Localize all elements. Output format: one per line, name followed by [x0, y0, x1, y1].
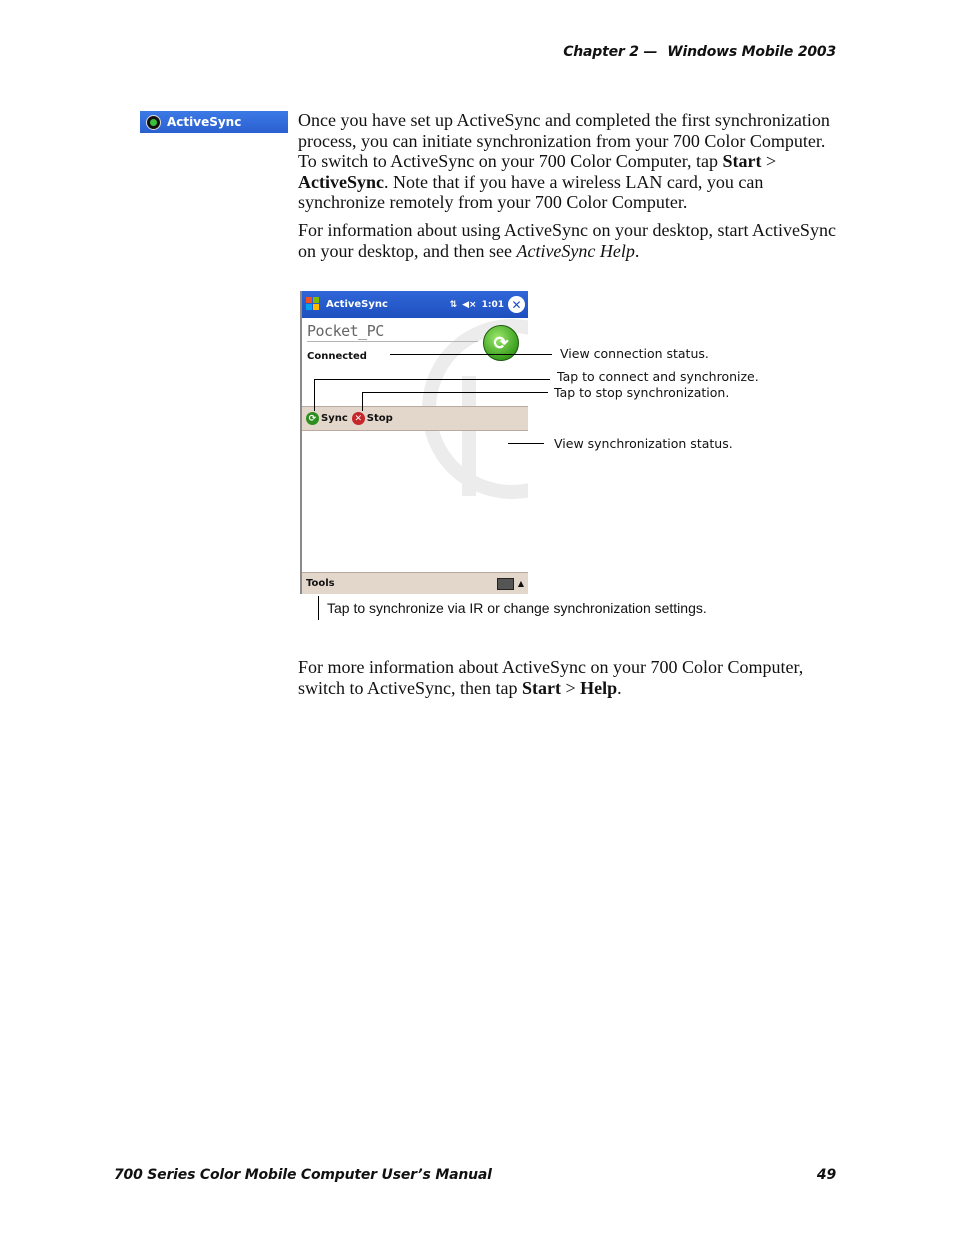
callout-connect-sync: Tap to connect and synchronize.: [557, 369, 759, 384]
callout-line-sync: [314, 379, 550, 380]
text: >: [560, 677, 581, 698]
clock[interactable]: 1:01: [481, 299, 504, 310]
stop-button[interactable]: [352, 412, 393, 425]
divider: [307, 341, 478, 342]
title-bar: [302, 291, 528, 318]
activesync-screenshot: [300, 291, 528, 594]
badge-label: ActiveSync: [167, 115, 242, 129]
activesync-icon: [146, 115, 161, 130]
page-header: [563, 44, 836, 60]
chapter-title: Windows Mobile 2003: [667, 44, 836, 60]
app-title: ActiveSync: [326, 299, 388, 310]
sync-label: Sync: [321, 413, 348, 424]
sync-icon: ⟳: [306, 412, 319, 425]
menu-bar: [302, 572, 528, 594]
callout-line-tools: [318, 596, 319, 620]
connectivity-icon[interactable]: ⇅: [449, 299, 458, 310]
intro-paragraph: [298, 110, 843, 213]
desktop-paragraph: [298, 220, 843, 261]
sync-status-icon: ⟳: [483, 325, 519, 361]
callout-line-sync-vert: [314, 379, 315, 411]
page-number: 49: [816, 1167, 836, 1183]
callout-stop-sync: Tap to stop synchronization.: [554, 385, 730, 400]
bold-start: Start: [521, 677, 561, 698]
chapter-label: Chapter 2 —: [563, 44, 658, 60]
input-panel[interactable]: [497, 578, 524, 590]
bold-help: Help: [580, 677, 618, 698]
bold-activesync: ActiveSync: [298, 171, 384, 192]
callout-line-stop-vert: [362, 392, 363, 411]
volume-icon[interactable]: ◀×: [462, 299, 477, 310]
text: >: [761, 151, 777, 171]
text: For information about using ActiveSync on your desktop, start ActiveSync on your desktop, and then see: [298, 220, 836, 261]
help-paragraph: [298, 657, 843, 698]
text: .: [617, 677, 622, 698]
text: For more information about ActiveSync on your 700 Color Computer, switch to ActiveSync, then tap: [298, 657, 804, 698]
callout-sync-status: View synchronization status.: [554, 436, 733, 451]
callout-line-stop: [362, 392, 548, 393]
callout-line-status: [508, 443, 544, 444]
sync-button[interactable]: [306, 412, 348, 425]
status-area: [450, 300, 504, 310]
tools-menu[interactable]: Tools: [306, 578, 335, 589]
start-flag-icon[interactable]: [306, 297, 321, 312]
device-name: Pocket_PC: [307, 322, 384, 340]
close-icon[interactable]: ✕: [508, 296, 525, 313]
stop-label: Stop: [366, 413, 393, 424]
text: Once you have set up ActiveSync and completed the first synchronization process, you can initiate synchronization from your 700 Color Computer. To switch to ActiveSync on your 700 Color Computer, tap: [298, 110, 830, 171]
manual-title: 700 Series Color Mobile Computer User’s Manual: [114, 1167, 492, 1183]
caret-up-icon[interactable]: ▲: [517, 579, 524, 588]
watermark-arrow: [462, 376, 476, 496]
italic-help-ref: ActiveSync Help: [516, 240, 635, 261]
keyboard-icon[interactable]: [497, 578, 514, 590]
sync-toolbar: [302, 406, 528, 431]
bold-start: Start: [722, 151, 762, 171]
callout-tools: Tap to synchronize via IR or change synchronization settings.: [327, 600, 707, 616]
callout-line-connection: [390, 354, 552, 355]
connection-status: Connected: [307, 351, 367, 362]
page-footer: [114, 1167, 836, 1183]
text: . Note that if you have a wireless LAN card, you can synchronize remotely from your 700 Color Computer.: [298, 171, 764, 212]
stop-icon: ✕: [352, 412, 365, 425]
activesync-badge: [140, 111, 288, 133]
text: .: [634, 240, 640, 261]
callout-connection: View connection status.: [560, 346, 709, 361]
